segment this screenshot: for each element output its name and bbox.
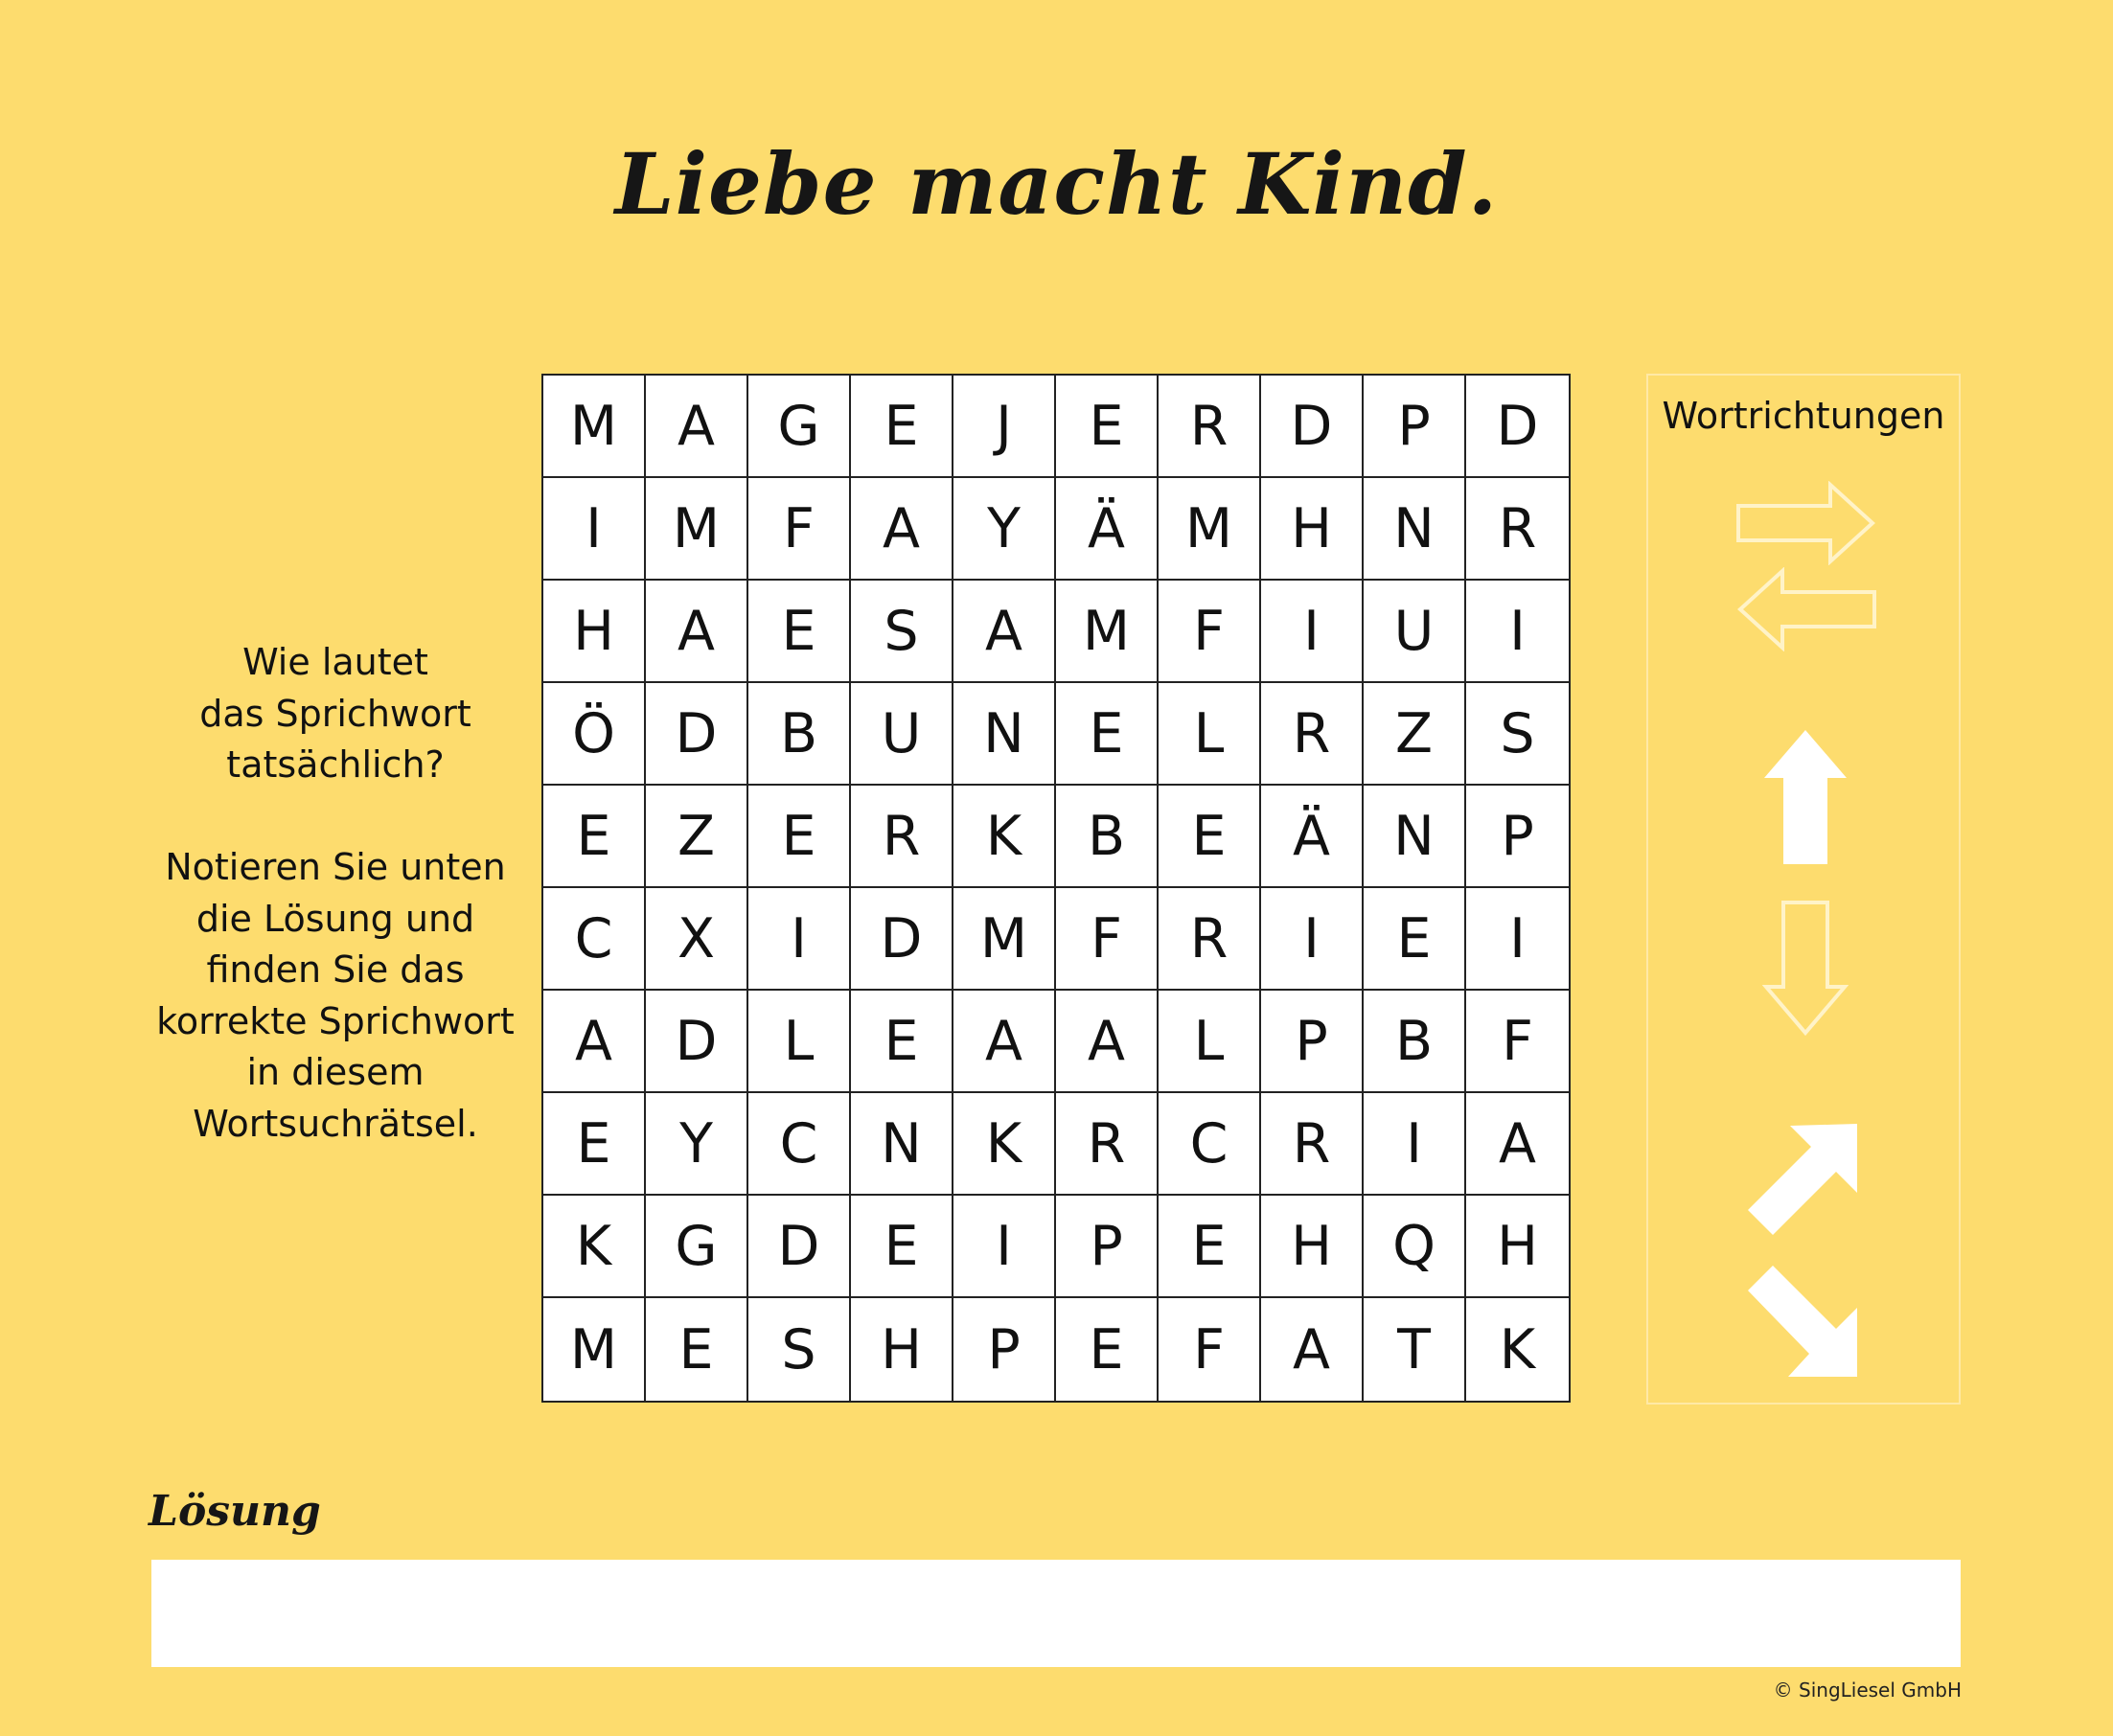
grid-cell[interactable]: E: [748, 786, 851, 888]
grid-cell[interactable]: U: [851, 683, 953, 786]
grid-cell[interactable]: L: [1159, 991, 1261, 1093]
grid-cell[interactable]: R: [1466, 478, 1569, 581]
grid-cell[interactable]: E: [1056, 1298, 1159, 1401]
grid-cell[interactable]: J: [953, 376, 1056, 478]
grid-cell[interactable]: I: [748, 888, 851, 991]
arrow-up-filled-icon: [1762, 728, 1849, 866]
arrow-left-outline-icon: [1734, 567, 1878, 651]
grid-cell[interactable]: I: [1261, 581, 1364, 683]
grid-cell[interactable]: E: [851, 376, 953, 478]
grid-cell[interactable]: A: [1466, 1093, 1569, 1196]
task-line: finden Sie das: [206, 948, 465, 991]
grid-cell[interactable]: A: [953, 581, 1056, 683]
grid-cell[interactable]: U: [1364, 581, 1466, 683]
grid-cell[interactable]: A: [953, 991, 1056, 1093]
grid-cell[interactable]: S: [1466, 683, 1569, 786]
grid-cell[interactable]: Z: [646, 786, 748, 888]
instructions: [134, 637, 537, 1150]
grid-cell[interactable]: H: [543, 581, 646, 683]
grid-cell[interactable]: H: [851, 1298, 953, 1401]
grid-cell[interactable]: C: [543, 888, 646, 991]
grid-cell[interactable]: N: [953, 683, 1056, 786]
grid-cell[interactable]: M: [953, 888, 1056, 991]
grid-cell[interactable]: K: [953, 786, 1056, 888]
grid-cell[interactable]: E: [851, 1196, 953, 1298]
grid-cell[interactable]: M: [543, 376, 646, 478]
grid-cell[interactable]: H: [1261, 1196, 1364, 1298]
grid-cell[interactable]: A: [1056, 991, 1159, 1093]
grid-cell[interactable]: R: [851, 786, 953, 888]
grid-cell[interactable]: E: [543, 1093, 646, 1196]
grid-cell[interactable]: A: [646, 581, 748, 683]
grid-cell[interactable]: G: [646, 1196, 748, 1298]
grid-cell[interactable]: Q: [1364, 1196, 1466, 1298]
grid-cell[interactable]: E: [543, 786, 646, 888]
grid-cell[interactable]: I: [1466, 888, 1569, 991]
grid-cell[interactable]: I: [543, 478, 646, 581]
grid-cell[interactable]: P: [1261, 991, 1364, 1093]
word-search-grid: [541, 374, 1571, 1403]
task-line: Wortsuchrätsel.: [193, 1102, 478, 1145]
grid-cell[interactable]: F: [1466, 991, 1569, 1093]
task-line: korrekte Sprichwort: [156, 999, 515, 1042]
question-line: Wie lautet: [242, 641, 428, 683]
grid-cell[interactable]: R: [1261, 1093, 1364, 1196]
grid-cell[interactable]: M: [1159, 478, 1261, 581]
grid-cell[interactable]: M: [646, 478, 748, 581]
grid-cell[interactable]: S: [748, 1298, 851, 1401]
directions-title: Wortrichtungen: [1662, 395, 1945, 437]
grid-cell[interactable]: F: [748, 478, 851, 581]
grid-cell[interactable]: P: [953, 1298, 1056, 1401]
grid-cell[interactable]: D: [1261, 376, 1364, 478]
grid-cell[interactable]: F: [1159, 1298, 1261, 1401]
grid-cell[interactable]: B: [1056, 786, 1159, 888]
grid-cell[interactable]: S: [851, 581, 953, 683]
question-line: das Sprichwort: [199, 692, 471, 735]
grid-cell[interactable]: E: [1056, 376, 1159, 478]
grid-cell[interactable]: M: [1056, 581, 1159, 683]
grid-cell[interactable]: K: [1499, 1317, 1536, 1382]
puzzle-title: Liebe macht Kind.: [614, 134, 1499, 234]
arrow-down-outline-icon: [1762, 899, 1849, 1037]
grid-cell[interactable]: D: [1466, 376, 1569, 478]
grid-cell[interactable]: I: [1466, 581, 1569, 683]
grid-cell[interactable]: A: [543, 991, 646, 1093]
grid-cell[interactable]: T: [1364, 1298, 1466, 1401]
grid-cell[interactable]: C: [1159, 1093, 1261, 1196]
grid-cell[interactable]: Ö: [543, 683, 646, 786]
grid-cell[interactable]: K: [953, 1093, 1056, 1196]
grid-cell[interactable]: I: [1364, 1093, 1466, 1196]
grid-cell[interactable]: L: [748, 991, 851, 1093]
copyright-notice: © SingLiesel GmbH: [1773, 1679, 1962, 1702]
task-line: in diesem: [246, 1051, 425, 1093]
grid-cell[interactable]: C: [748, 1093, 851, 1196]
grid-cell[interactable]: P: [1364, 376, 1466, 478]
grid-cell[interactable]: P: [1056, 1196, 1159, 1298]
grid-cell[interactable]: E: [1159, 786, 1261, 888]
solution-label: Lösung: [149, 1487, 321, 1536]
grid-cell[interactable]: E: [1056, 683, 1159, 786]
grid-cell[interactable]: Y: [646, 1093, 748, 1196]
grid-cell[interactable]: N: [1364, 786, 1466, 888]
grid-cell[interactable]: R: [1159, 888, 1261, 991]
grid-cell[interactable]: Y: [953, 478, 1056, 581]
grid-cell[interactable]: H: [1261, 478, 1364, 581]
grid-cell[interactable]: Z: [1364, 683, 1466, 786]
directions-panel: [1646, 374, 1961, 1405]
grid-cell[interactable]: Ä: [1261, 786, 1364, 888]
grid-cell[interactable]: L: [1159, 683, 1261, 786]
grid-cell[interactable]: F: [1056, 888, 1159, 991]
grid-cell[interactable]: D: [851, 888, 953, 991]
grid-cell[interactable]: Ä: [1056, 478, 1159, 581]
arrow-down-right-filled-icon: [1744, 1262, 1864, 1382]
grid-cell[interactable]: E: [851, 991, 953, 1093]
grid-cell[interactable]: N: [1364, 478, 1466, 581]
task-line: die Lösung und: [195, 897, 475, 940]
grid-cell[interactable]: D: [646, 683, 748, 786]
arrow-up-right-filled-icon: [1744, 1118, 1864, 1238]
grid-cell[interactable]: A: [851, 478, 953, 581]
solution-input-area[interactable]: [151, 1560, 1961, 1667]
grid-cell[interactable]: E: [1159, 1196, 1261, 1298]
question-line: tatsächlich?: [226, 743, 445, 786]
grid-cell[interactable]: G: [748, 376, 851, 478]
grid-cell[interactable]: E: [748, 581, 851, 683]
grid-cell[interactable]: P: [1466, 786, 1569, 888]
grid-cell[interactable]: F: [1159, 581, 1261, 683]
grid-cell[interactable]: H: [1466, 1196, 1569, 1298]
grid-cell[interactable]: X: [646, 888, 748, 991]
grid-cell[interactable]: K: [543, 1196, 646, 1298]
grid-cell[interactable]: B: [748, 683, 851, 786]
grid-cell[interactable]: A: [1261, 1298, 1364, 1401]
grid-cell[interactable]: R: [1159, 376, 1261, 478]
grid-cell[interactable]: D: [748, 1196, 851, 1298]
grid-cell[interactable]: M: [543, 1298, 646, 1401]
grid-cell[interactable]: I: [953, 1196, 1056, 1298]
grid-cell[interactable]: I: [1261, 888, 1364, 991]
grid-cell[interactable]: R: [1056, 1093, 1159, 1196]
grid-cell[interactable]: E: [646, 1298, 748, 1401]
grid-cell[interactable]: N: [851, 1093, 953, 1196]
grid-cell[interactable]: A: [646, 376, 748, 478]
grid-cell[interactable]: E: [1364, 888, 1466, 991]
grid-cell[interactable]: B: [1364, 991, 1466, 1093]
grid-cell[interactable]: R: [1261, 683, 1364, 786]
task-line: Notieren Sie unten: [165, 846, 506, 888]
arrow-right-outline-icon: [1734, 481, 1878, 565]
grid-cell[interactable]: D: [646, 991, 748, 1093]
